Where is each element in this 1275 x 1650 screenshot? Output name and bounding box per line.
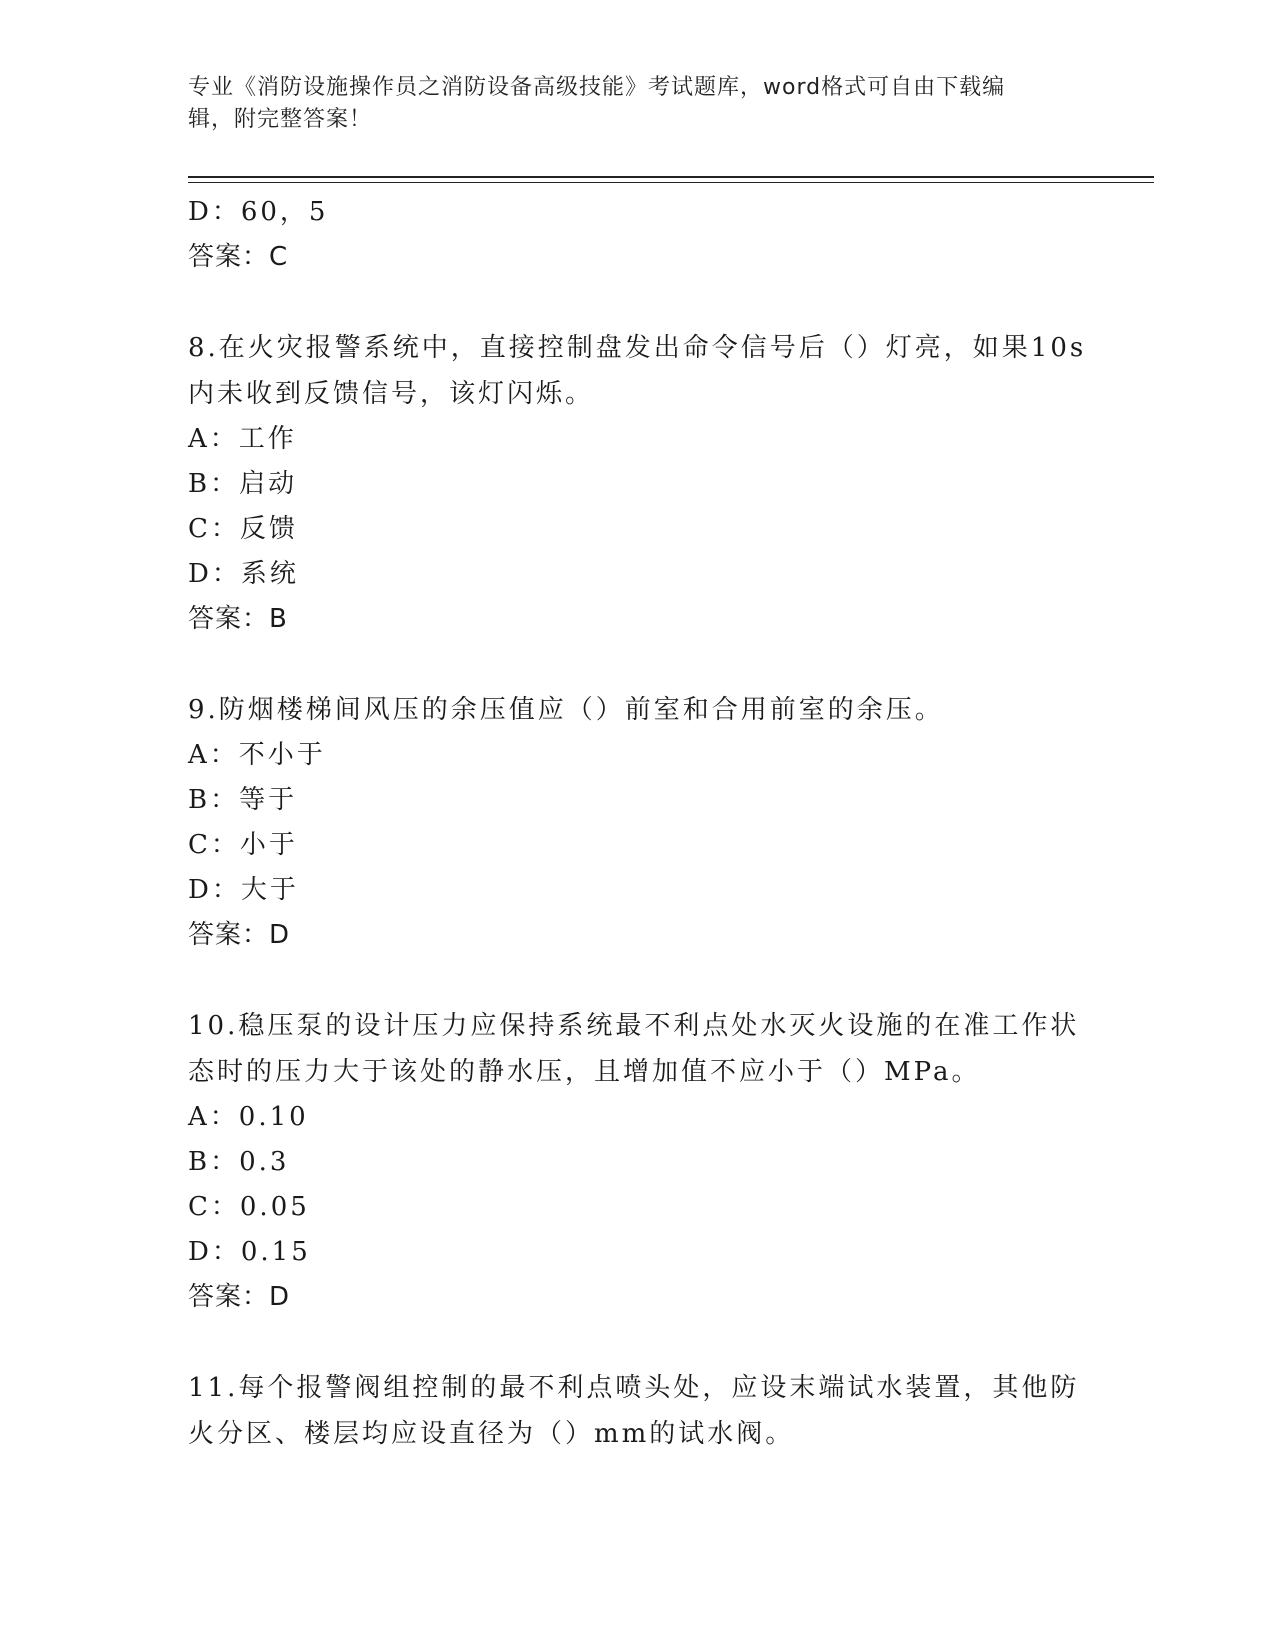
question-line-2: 态时的压力大于该处的静水压，且增加值不应小于（）MPa。 bbox=[188, 1057, 981, 1087]
option-a: A：不小于 bbox=[188, 740, 326, 770]
option-b: B：等于 bbox=[188, 785, 298, 815]
answer-line: 答案：B bbox=[188, 604, 288, 634]
question-text bbox=[188, 325, 1088, 417]
question-line-1: 8.在火灾报警系统中，直接控制盘发出命令信号后（）灯亮，如果10s bbox=[188, 333, 1087, 363]
question-text bbox=[188, 687, 1088, 733]
header-divider-thick bbox=[188, 176, 1154, 178]
option-c: C：小于 bbox=[188, 830, 298, 860]
question-10 bbox=[188, 1003, 1088, 1320]
header-line-1: 专业《消防设施操作员之消防设备高级技能》考试题库，word格式可自由下载编 bbox=[188, 75, 1006, 100]
option-a: A：0.10 bbox=[188, 1102, 309, 1132]
question-line-1: 11.每个报警阀组控制的最不利点喷头处，应设末端试水装置，其他防 bbox=[188, 1373, 1080, 1403]
question-11 bbox=[188, 1365, 1088, 1457]
option-b: B：0.3 bbox=[188, 1147, 290, 1177]
option-d: D：0.15 bbox=[188, 1237, 311, 1267]
answer-line: 答案：C bbox=[188, 242, 289, 272]
question-8 bbox=[188, 325, 1088, 642]
prev-question-tail bbox=[188, 190, 1088, 280]
question-text bbox=[188, 1003, 1088, 1095]
header-divider-thin bbox=[188, 182, 1154, 183]
option-c: C：反馈 bbox=[188, 514, 298, 544]
option-a: A：工作 bbox=[188, 424, 297, 454]
option-d: D：系统 bbox=[188, 559, 299, 589]
answer-line: 答案：D bbox=[188, 1282, 291, 1312]
option-b: B：启动 bbox=[188, 469, 298, 499]
question-line-1: 10.稳压泵的设计压力应保持系统最不利点处水灭火设施的在准工作状 bbox=[188, 1011, 1080, 1041]
question-text bbox=[188, 1365, 1088, 1457]
question-line-2: 火分区、楼层均应设直径为（）mm的试水阀。 bbox=[188, 1419, 795, 1449]
question-9 bbox=[188, 687, 1088, 958]
header-line-2: 辑，附完整答案！ bbox=[188, 107, 373, 132]
document-header bbox=[188, 72, 1088, 136]
question-line-1: 9.防烟楼梯间风压的余压值应（）前室和合用前室的余压。 bbox=[188, 695, 944, 725]
answer-line: 答案：D bbox=[188, 920, 291, 950]
option-c: C：0.05 bbox=[188, 1192, 310, 1222]
document-body bbox=[188, 190, 1088, 1457]
question-line-2: 内未收到反馈信号，该灯闪烁。 bbox=[188, 379, 595, 409]
option-d: D：60，5 bbox=[188, 197, 329, 227]
option-d: D：大于 bbox=[188, 875, 299, 905]
